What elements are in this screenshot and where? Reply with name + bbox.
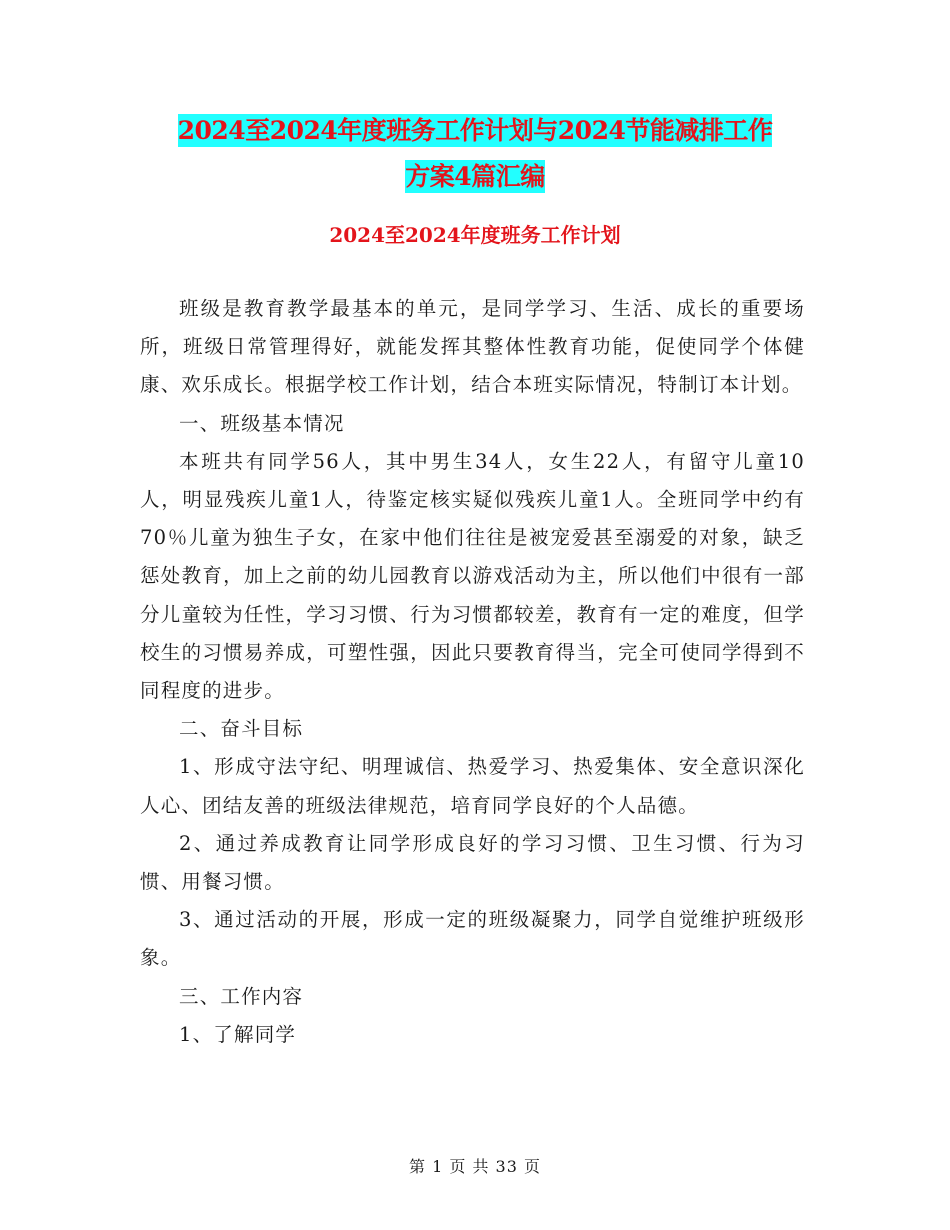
paragraph-intro: 班级是教育教学最基本的单元，是同学学习、生活、成长的重要场所，班级日常管理得好，就能发挥其整体性教育功能，促使同学个体健康、欢乐成长。根据学校工作计划，结合本班实际情况，特制订本计划。	[140, 297, 805, 397]
document-title	[140, 108, 810, 200]
page-footer: 第 1 页 共 33 页	[409, 1157, 541, 1176]
paragraph-goal-3: 3、通过活动的开展，形成一定的班级凝聚力，同学自觉维护班级形象。	[140, 908, 805, 970]
document-title-line-1: 2024至2024年度班务工作计划与2024节能减排工作	[177, 116, 773, 145]
document-body	[140, 290, 805, 1054]
heading-goals: 二、奋斗目标	[179, 717, 304, 741]
paragraph-class-basics: 本班共有同学56人，其中男生34人，女生22人，有留守儿童10人，明显残疾儿童1人，待鉴定核实疑似残疾儿童1人。全班同学中约有70％儿童为独生子女，在家中他们往往是被宠爱甚至溺爱的对象，缺乏惩处教育，加上之前的幼儿园教育以游戏活动为主，所以他们中很有一部分儿童较为任性，学习习惯、行为习惯都较差，教育有一定的难度，但学校生的习惯易养成，可塑性强，因此只要教育得当，完全可使同学得到不同程度的进步。	[140, 449, 805, 703]
paragraph-goal-2: 2、通过养成教育让同学形成良好的学习习惯、卫生习惯、行为习惯、用餐习惯。	[140, 831, 805, 894]
heading-work-content: 三、工作内容	[179, 984, 304, 1008]
paragraph-work-item-1: 1、了解同学	[179, 1022, 297, 1046]
heading-class-basics: 一、班级基本情况	[179, 411, 345, 435]
document-title-line-2: 方案4篇汇编	[405, 162, 545, 191]
paragraph-goal-1: 1、形成守法守纪、明理诚信、热爱学习、热爱集体、安全意识深化人心、团结友善的班级法律规范，培育同学良好的个人品德。	[140, 755, 805, 817]
section-title: 2024至2024年度班务工作计划	[329, 223, 621, 247]
